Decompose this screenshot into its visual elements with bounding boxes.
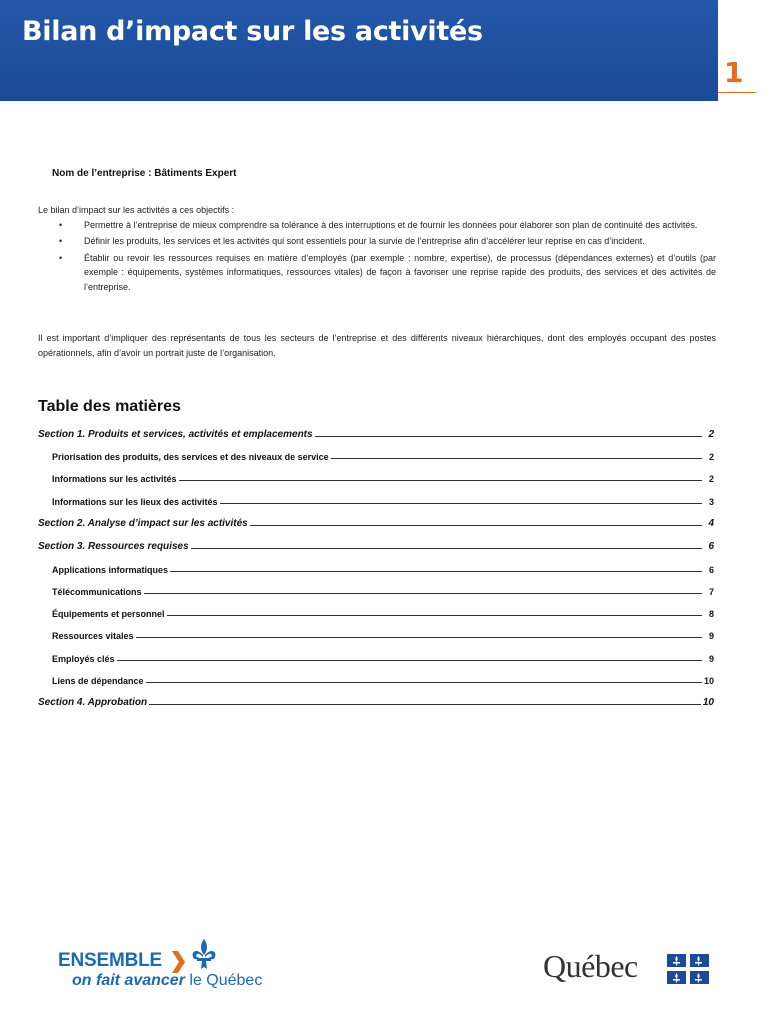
chevron-right-icon (170, 950, 186, 974)
intro-section (38, 203, 716, 296)
ensemble-logo (58, 938, 278, 994)
toc-entry-ressources-vitales[interactable]: Ressources vitales 9 (52, 631, 714, 641)
intro-lead: Le bilan d’impact sur les activités a ces objectifs : (38, 205, 235, 215)
toc-entry-priorisation[interactable]: Priorisation des produits, des services et des niveaux de service 2 (52, 452, 714, 462)
objective-item: • Définir les produits, les services et les activités qui sont essentiels pour la survie de l’entreprise afin d’accélérer leur reprise en cas d’incident. (38, 234, 716, 249)
ensemble-logo-tagline: on fait avancer le Québec (72, 972, 263, 989)
toc-entry-section-1[interactable]: Section 1. Produits et services, activités et emplacements 2 (38, 429, 714, 440)
toc-entry-applications[interactable]: Applications informatiques 6 (52, 565, 714, 575)
objectives-list (38, 218, 716, 295)
toc-entry-equipements[interactable]: Équipements et personnel 8 (52, 609, 714, 619)
company-name-line: Nom de l’entreprise : Bâtiments Expert (52, 168, 237, 179)
toc-title: Table des matières (38, 398, 181, 415)
quebec-logo-word: Québec (543, 948, 638, 984)
intro-paragraph: Il est important d’impliquer des représentants de tous les secteurs de l’entreprise et des différents niveaux hiérarchiques, dont des employés occupant des postes opérationnels, afin d’avoir un portrait juste de l’organisation. (38, 333, 716, 358)
toc-entry-section-2[interactable]: Section 2. Analyse d’impact sur les activités 4 (38, 518, 714, 529)
page-title: Bilan d’impact sur les activités (22, 16, 483, 47)
bullet-icon: • (59, 236, 63, 246)
toc-entry-liens-dependance[interactable]: Liens de dépendance 10 (52, 676, 714, 686)
bullet-icon: • (59, 219, 63, 230)
toc-entry-informations-activites[interactable]: Informations sur les activités 2 (52, 474, 714, 484)
quebec-flag-icon (667, 954, 709, 984)
objective-item: • Permettre à l’entreprise de mieux comprendre sa tolérance à des interruptions et de fournir les données pour élaborer son plan de continuité des activités. (38, 218, 716, 233)
objective-item: • Établir ou revoir les ressources requises en matière d’employés (par exemple : nombre, expertise), de processus (dépendances externes) et d’outils (par exemple : équipements, systèmes informatiques, ressources vitales) de façon à favoriser une reprise rapide des produits, des services et des activités de l’entreprise. (59, 252, 716, 292)
header-band (0, 0, 718, 101)
toc-entry-employes-cles[interactable]: Employés clés 9 (52, 654, 714, 664)
toc-entry-informations-lieux[interactable]: Informations sur les lieux des activités 3 (52, 497, 714, 507)
quebec-logo (543, 948, 713, 992)
bullet-icon: • (59, 252, 63, 263)
fleur-de-lis-icon (190, 938, 218, 974)
toc-entry-section-3[interactable]: Section 3. Ressources requises 6 (38, 541, 714, 552)
toc-entry-telecommunications[interactable]: Télécommunications 7 (52, 587, 714, 597)
page-number: 1 (724, 56, 744, 89)
toc-entry-section-4[interactable]: Section 4. Approbation 10 (38, 697, 714, 708)
page-number-rule (718, 92, 756, 93)
ensemble-logo-word: ENSEMBLE (58, 950, 162, 971)
